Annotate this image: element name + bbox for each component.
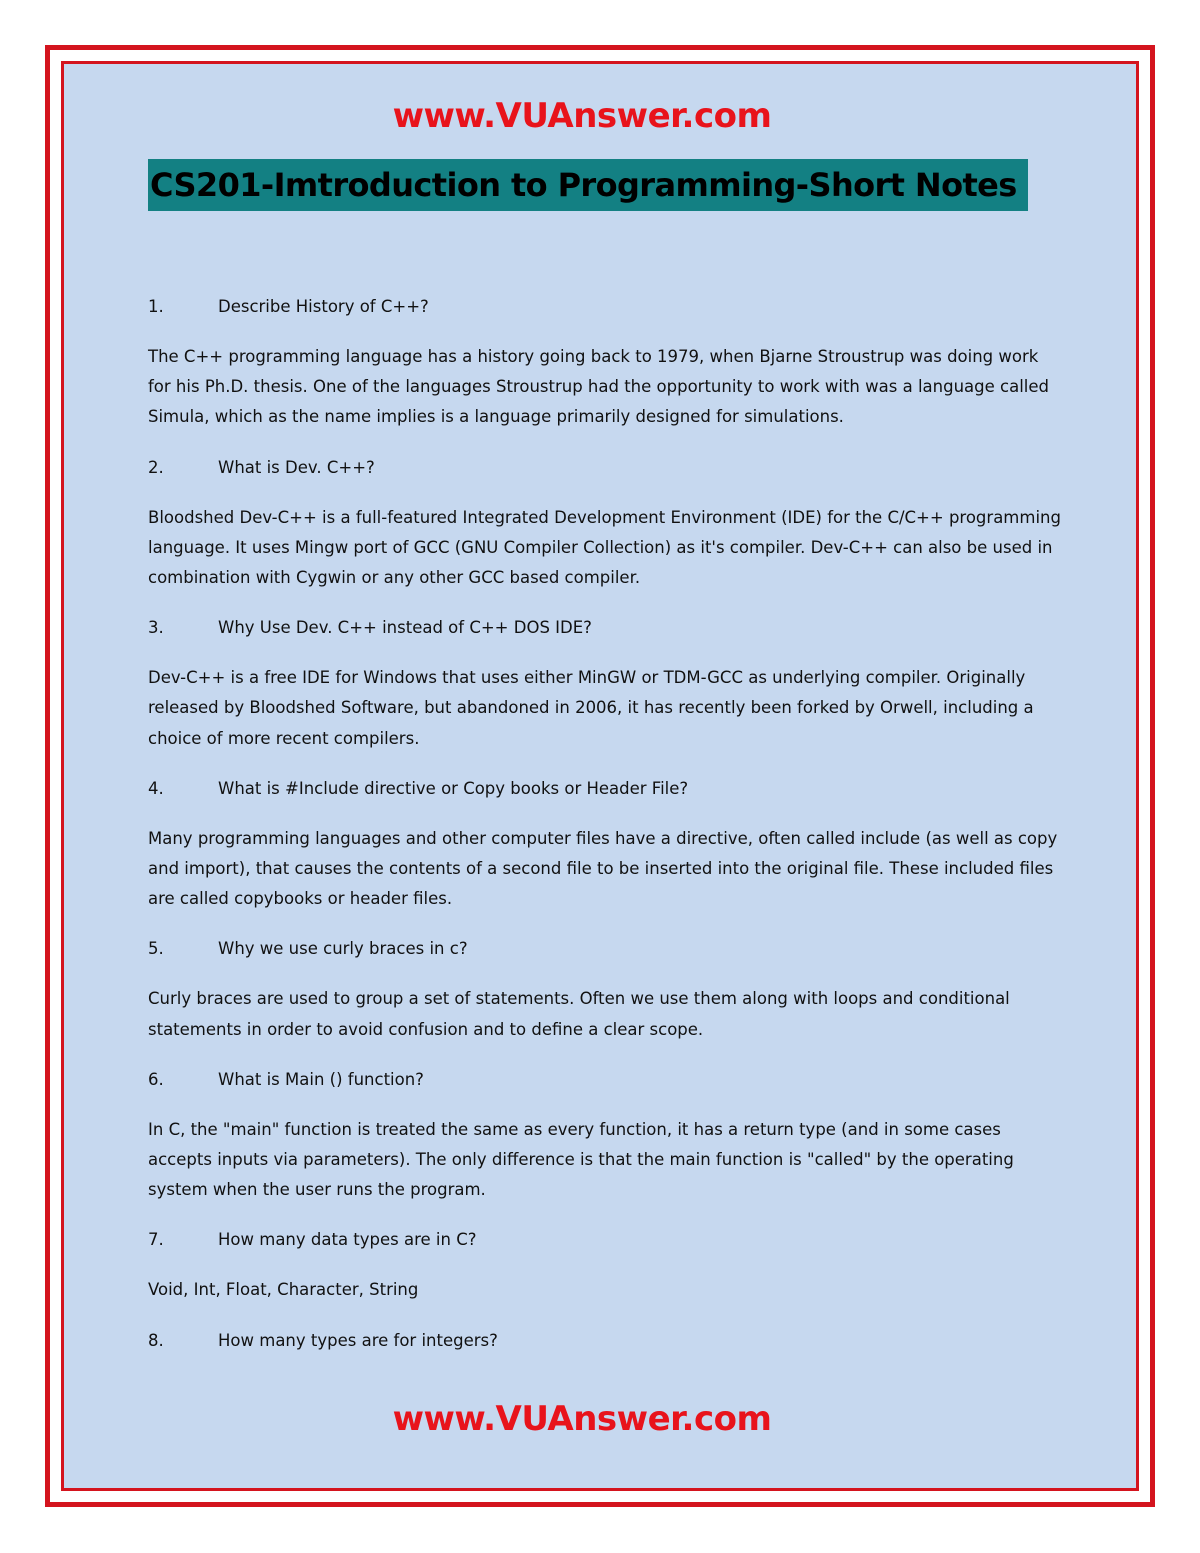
question-number: 3. (148, 618, 164, 638)
answer-4: Many programming languages and other computer files have a directive, often called include (as well as copy and import), that causes the contents of a second file to be inserted into the original file. These included files are called copybooks or header files. (148, 828, 1058, 909)
question-number: 1. (148, 297, 164, 316)
question-8 (148, 1326, 1063, 1356)
answer-6: In C, the "main" function is treated the same as every function, it has a return type (and in some cases accepts inputs via parameters). The only difference is that the main function is "called" by the operating system when the user runs the program. (148, 1119, 1014, 1200)
answer-2: Bloodshed Dev-C++ is a full-featured Integrated Development Environment (IDE) for the C/C++ programming language. It uses Mingw port of GCC (GNU Compiler Collection) as it's compiler. Dev-C++ can also be used in combination with Cygwin or any other GCC based compiler. (148, 507, 1061, 588)
answer-5: Curly braces are used to group a set of statements. Often we use them along with loops and conditional statements in order to avoid confusion and to define a clear scope. (148, 989, 1010, 1039)
answer-3: Dev-C++ is a free IDE for Windows that uses either MinGW or TDM-GCC as underlying compiler. Originally released by Bloodshed Software, but abandoned in 2006, it has recently been forked by Orwell, including a choice of more recent compilers. (148, 668, 1034, 748)
question-text: Describe History of C++? (218, 297, 429, 316)
question-3 (148, 613, 1063, 643)
question-text: Why we use curly braces in c? (218, 939, 468, 959)
question-number: 4. (148, 778, 164, 798)
page-border-outer (45, 45, 1155, 1507)
answer-7: Void, Int, Float, Character, String (148, 1280, 419, 1300)
question-number: 5. (148, 939, 164, 959)
question-7 (148, 1225, 1063, 1255)
question-text: How many types are for integers? (218, 1330, 498, 1350)
question-text: How many data types are in C? (218, 1230, 477, 1250)
question-4 (148, 774, 1063, 804)
question-text: Why Use Dev. C++ instead of C++ DOS IDE? (218, 618, 592, 638)
question-number: 8. (148, 1330, 164, 1350)
question-number: 6. (148, 1069, 164, 1089)
question-number: 7. (148, 1230, 164, 1250)
notes-content (148, 292, 1063, 1376)
question-number: 2. (148, 457, 164, 477)
page-border-inner (61, 61, 1139, 1491)
question-text: What is Main () function? (218, 1069, 424, 1089)
site-link-top[interactable]: www.VUAnswer.com (392, 96, 772, 136)
question-1 (148, 292, 1063, 322)
site-link-bottom[interactable]: www.VUAnswer.com (392, 1399, 772, 1439)
question-text: What is Dev. C++? (218, 457, 375, 477)
question-2 (148, 453, 1063, 483)
page-title: CS201-Imtroduction to Programming-Short Notes (148, 159, 1028, 211)
answer-1: The C++ programming language has a history going back to 1979, when Bjarne Stroustrup was doing work for his Ph.D. thesis. One of the languages Stroustrup had the opportunity to work with was a language called Simula, which as the name implies is a language primarily designed for simulations. (148, 347, 1049, 427)
question-5 (148, 934, 1063, 964)
question-text: What is #Include directive or Copy books or Header File? (218, 778, 689, 798)
question-6 (148, 1065, 1063, 1095)
